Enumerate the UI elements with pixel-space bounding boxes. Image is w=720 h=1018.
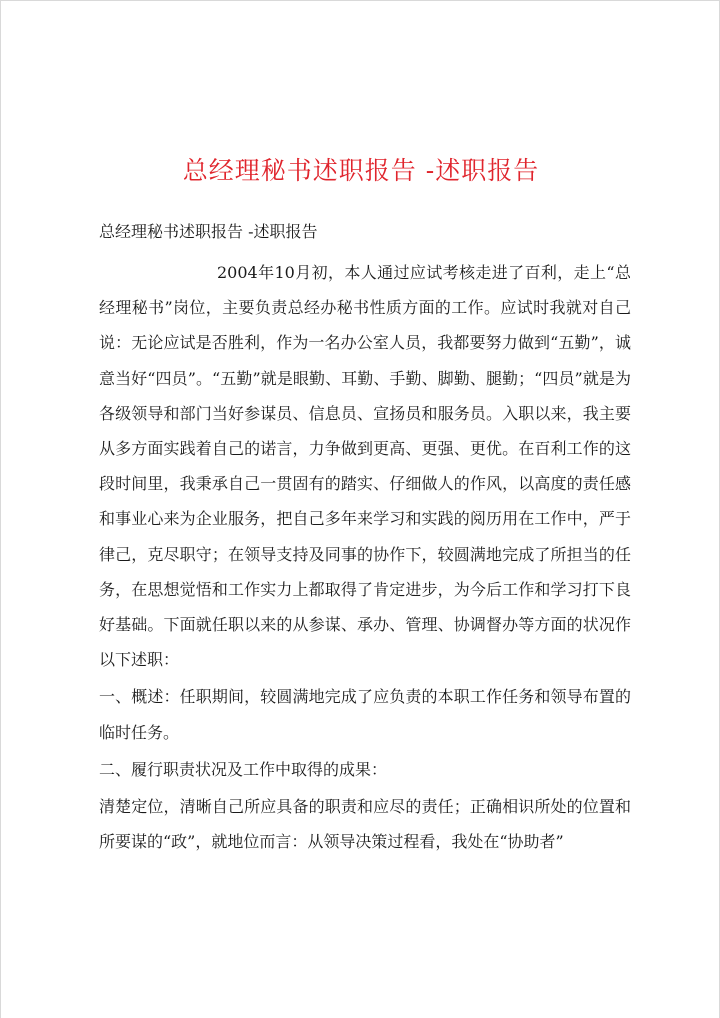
document-title: 总经理秘书述职报告 -述职报告 [182, 156, 540, 185]
body-paragraph: 清楚定位，清晰自己所应具备的职责和应尽的责任；正确相识所处的位置和所要谋的“政”，就地位而言：从领导决策过程看，我处在“协助者” [99, 797, 631, 852]
document-subtitle: 总经理秘书述职报告 -述职报告 [99, 222, 318, 241]
body-paragraph: 2004年10月初，本人通过应试考核走进了百利，走上“总经理秘书”岗位，主要负责总经办秘书性质方面的工作。应试时我就对自己说：无论应试是否胜利，作为一名办公室人员，我都要努力做到“五勤”，诚意当好“四员”。“五勤”就是眼勤、耳勤、手勤、脚勤、腿勤；“四员”就是为各级领导和部门当好参谋员、信息员、宣扬员和服务员。入职以来，我主要从多方面实践着自己的诺言，力争做到更高、更强、更优。在百利工作的这段时间里，我秉承自己一贯固有的踏实、仔细做人的作风，以高度的责任感和事业心来为企业服务，把自己多年来学习和实践的阅历用在工作中，严于律己，克尽职守；在领导支持及同事的协作下，较圆满地完成了所担当的任务，在思想觉悟和工作实力上都取得了肯定进步，为今后工作和学习打下良好基础。下面就任职以来的从参谋、承办、管理、协调督办等方面的状况作以下述职： [99, 263, 631, 670]
body-paragraph: 一、概述：任职期间，较圆满地完成了应负责的本职工作任务和领导布置的临时任务。 [99, 687, 631, 742]
body-paragraph: 二、履行职责状况及工作中取得的成果： [99, 759, 388, 779]
document-body [99, 255, 631, 859]
